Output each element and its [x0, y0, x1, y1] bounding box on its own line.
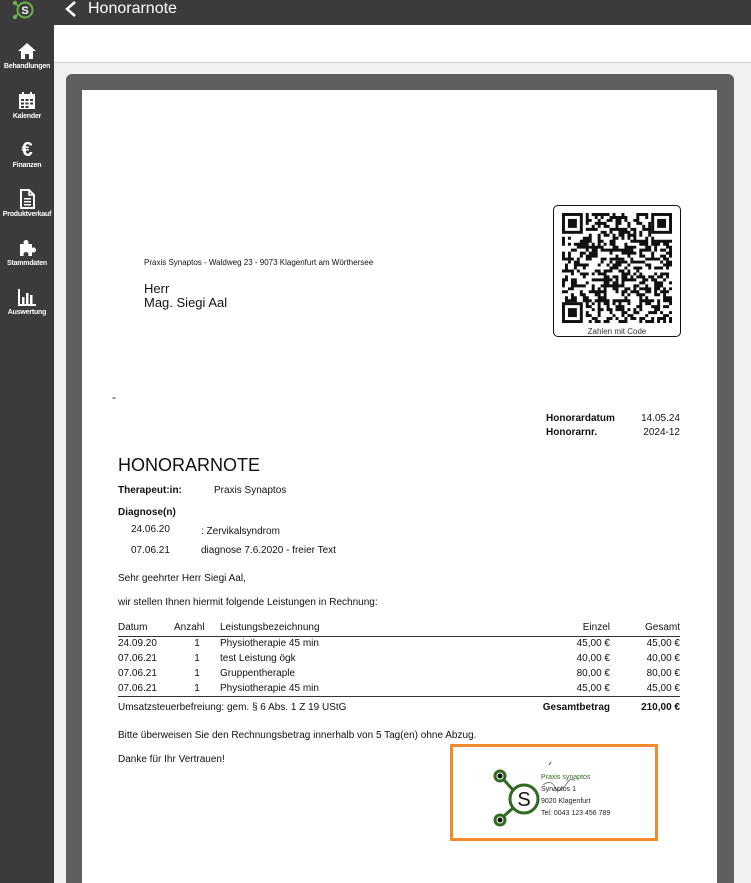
diagnosis-text: diagnose 7.6.2020 - freier Text — [201, 545, 336, 556]
sidebar-item-produktverkauf[interactable] — [0, 189, 54, 218]
app-logo-icon[interactable] — [10, 0, 36, 20]
stamp-line-4: Tel: 0043 123 456 789 — [541, 810, 611, 817]
number-value: 2024-12 — [643, 427, 680, 438]
col-header-desc: Leistungsbezeichnung — [220, 620, 540, 636]
practice-stamp — [450, 744, 658, 841]
cell-qty: 1 — [194, 638, 200, 650]
cell-date: 07.06.21 — [118, 682, 157, 694]
invoice-heading: HONORARNOTE — [118, 455, 261, 475]
sidebar-item-label: Auswertung — [7, 309, 47, 316]
table-footer-row — [118, 696, 680, 716]
recipient-salutation: Herr — [144, 281, 170, 296]
top-bar — [54, 0, 751, 25]
col-header-date: Datum — [118, 620, 174, 636]
therapist-label: Therapeut:in: — [118, 485, 182, 496]
sidebar-item-behandlungen[interactable] — [0, 41, 54, 70]
diagnosis-text: : Zervikalsyndrom — [201, 526, 280, 537]
table-header-row — [118, 620, 680, 636]
cell-desc: Physiotherapie 45 min — [220, 682, 319, 694]
dash-mark: - — [112, 390, 116, 404]
sum-label: Gesamtbetrag — [540, 696, 610, 716]
sidebar-item-label: Behandlungen — [3, 63, 51, 70]
stamp-line-1: Praxis synaptos — [541, 774, 591, 781]
svg-text:S: S — [21, 5, 29, 17]
therapist-value: Praxis Synaptos — [214, 485, 287, 496]
cell-qty: 1 — [194, 682, 200, 694]
sidebar-item-stammdaten[interactable] — [0, 238, 54, 267]
cell-desc: Gruppentheraple — [220, 668, 296, 679]
cell-desc: test Leistung ögk — [220, 653, 296, 664]
date-label: Honorardatum — [546, 413, 615, 424]
back-arrow-icon[interactable] — [64, 0, 78, 20]
cell-date: 07.06.21 — [118, 668, 157, 679]
col-header-unit: Einzel — [540, 620, 610, 636]
col-header-qty: Anzahl — [174, 620, 220, 636]
sidebar-item-label: Kalender — [12, 113, 42, 120]
euro-icon: € — [21, 139, 33, 161]
cell-qty: 1 — [194, 653, 200, 664]
stamp-line-2: Synaptos 1 — [541, 786, 577, 793]
date-value: 14.05.24 — [641, 413, 680, 424]
cell-unit: 40,00 € — [576, 653, 610, 664]
sender-line: Praxis Synaptos - Waldweg 23 - 9073 Klagenfurt am Wörthersee — [144, 258, 374, 267]
sidebar — [0, 0, 54, 883]
qr-caption: Zahlen mit Code — [585, 327, 650, 336]
qr-code — [553, 205, 681, 337]
sidebar-item-label: Produktverkauf — [2, 211, 52, 218]
thanks-text: Danke für Ihr Vertrauen! — [118, 754, 225, 765]
sidebar-item-auswertung[interactable] — [0, 287, 54, 316]
diagnosis-date: 24.06.20 — [131, 524, 170, 535]
cell-total: 40,00 € — [646, 653, 680, 664]
cell-total: 45,00 € — [646, 682, 680, 694]
stamp-line-3: 9020 Klagenfurt — [541, 798, 591, 805]
services-table — [118, 620, 680, 716]
sidebar-item-finanzen[interactable] — [0, 140, 54, 169]
intro-text: wir stellen Ihnen hiermit folgende Leistungen in Rechnung: — [118, 597, 378, 608]
stamp-logo-letter: S — [517, 789, 531, 811]
diagnoses-label: Diagnose(n) — [118, 507, 176, 518]
cell-total: 45,00 € — [646, 638, 680, 650]
tax-note: Umsatzsteuerbefreiung: gem. § 6 Abs. 1 Z 19 UStG — [118, 696, 540, 716]
cell-date: 07.06.21 — [118, 653, 157, 664]
calendar-icon — [17, 91, 37, 111]
table-row — [118, 666, 680, 681]
sidebar-item-label: Stammdaten — [6, 260, 47, 267]
toolbar — [54, 25, 751, 63]
cell-date: 24.09.20 — [118, 638, 157, 650]
cell-desc: Physiotherapie 45 min — [220, 638, 319, 650]
greeting: Sehr geehrter Herr Siegi Aal, — [118, 573, 246, 584]
table-row — [118, 651, 680, 666]
sum-value: 210,00 € — [610, 696, 680, 716]
recipient-name: Mag. Siegi Aal — [144, 295, 228, 310]
number-label: Honorarnr. — [546, 427, 598, 438]
sidebar-item-label: Finanzen — [12, 162, 42, 169]
home-icon — [17, 41, 37, 61]
diagnosis-date: 07.06.21 — [131, 545, 170, 556]
page-title: Honorarnote — [88, 0, 177, 17]
payment-note: Bitte überweisen Sie den Rechnungsbetrag innerhalb von 5 Tag(en) ohne Abzug. — [118, 730, 477, 741]
cell-qty: 1 — [194, 668, 200, 679]
cell-total: 80,00 € — [646, 668, 680, 679]
cell-unit: 80,00 € — [576, 668, 610, 679]
cell-unit: 45,00 € — [576, 638, 610, 650]
qr-code-icon — [562, 213, 672, 323]
col-header-total: Gesamt — [610, 620, 680, 636]
puzzle-icon — [17, 238, 37, 258]
bar-chart-icon — [17, 287, 37, 307]
table-row — [118, 636, 680, 651]
document-icon — [17, 189, 37, 209]
sidebar-item-kalender[interactable] — [0, 91, 54, 120]
cell-unit: 45,00 € — [576, 682, 610, 694]
table-row — [118, 681, 680, 696]
